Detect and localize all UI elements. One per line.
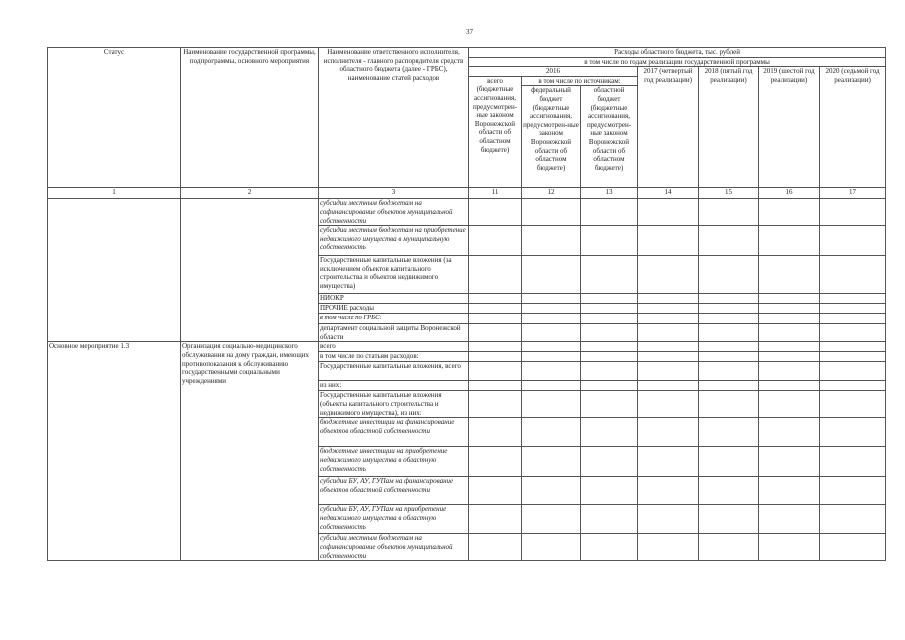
row-label: субсидии БУ, АУ, ГУПам на приобретение недвижимого имущества в областную собственность [319, 505, 469, 534]
header-2017: 2017 (четвертый год реализации) [638, 67, 699, 188]
header-by-sources: в том числе по источникам: [522, 76, 638, 86]
row-label: всего [319, 342, 469, 352]
header-year-2016: 2016 [469, 67, 638, 77]
column-number: 2 [181, 188, 319, 199]
row-label: бюджетные инвестиции на приобретение недвижимого имущества в областную собственность [319, 447, 469, 477]
row-label: субсидии местным бюджетам на софинансирование объектов муниципальной собственности [319, 199, 469, 226]
row-label: ПРОЧИЕ расходы [319, 304, 469, 314]
row-label: из них: [319, 381, 469, 391]
row-label: Государственные капитальные вложения (за исключением объектов капитального строительства и объектов недвижимого имущества) [319, 256, 469, 294]
header-federal: федеральный бюджет (бюджетные ассигнования, предусмотрен-ные законом Воронежской области об областном бюджете) [522, 86, 581, 188]
header-2019: 2019 (шестой год реализации) [759, 67, 820, 188]
row-label: департамент социальной защиты Воронежской области [319, 324, 469, 342]
main-event-status: Основное мероприятие 1.3 [48, 342, 181, 561]
header-2020: 2020 (седьмой год реализации) [820, 67, 886, 188]
page-number: 37 [466, 28, 473, 36]
column-number: 17 [820, 188, 886, 199]
budget-table [47, 47, 886, 561]
column-number: 14 [638, 188, 699, 199]
row-label: Государственные капитальные вложения (объекты капитального строительства и недвижимого имущества), из них: [319, 391, 469, 418]
column-number: 15 [699, 188, 759, 199]
column-number: 1 [48, 188, 181, 199]
status-cell-empty [48, 199, 181, 342]
row-label: в том числе по статьям расходов: [319, 352, 469, 362]
header-executor: Наименование ответственного исполнителя, исполнителя - главного распорядителя средств областного бюджета (далее - ГРБС), наименование статей расходов [319, 48, 469, 188]
header-expenses: Расходы областного бюджета, тыс. рублей [469, 48, 886, 58]
header-2018: 2018 (пятый год реализации) [699, 67, 759, 188]
row-label: субсидии БУ, АУ, ГУПам на финансирование объектов областной собственности [319, 477, 469, 505]
row-label: Государственные капитальные вложения, всего [319, 362, 469, 381]
column-number: 12 [522, 188, 581, 199]
row-label: бюджетные инвестиции на финансирование объектов областной собственности [319, 418, 469, 447]
header-program-name: Наименование государственной программы, подпрограммы, основного мероприятия [181, 48, 319, 188]
header-by-years: в том числе по годам реализации государственной программы [469, 57, 886, 67]
column-number: 3 [319, 188, 469, 199]
column-number: 16 [759, 188, 820, 199]
row-label: в том числе по ГРБС: [319, 314, 469, 324]
column-number: 13 [581, 188, 638, 199]
row-label: НИОКР [319, 294, 469, 304]
row-label: субсидии местным бюджетам на приобретение недвижимого имущества в муниципальную собственность [319, 226, 469, 256]
program-cell-empty [181, 199, 319, 342]
header-status: Статус [48, 48, 181, 188]
column-number: 11 [469, 188, 522, 199]
header-total: всего (бюджетные ассигнования, предусмотрен-ные законом Воронежской области об областном бюджете) [469, 76, 522, 188]
row-label: субсидии местным бюджетам на софинансирование объектов муниципальной собственности [319, 534, 469, 561]
main-event-name: Организация социально-медицинского обслуживания на дому граждан, имеющих противопоказания к обслуживанию государственными социальными учреждениями [181, 342, 319, 561]
header-regional: областной бюджет (бюджетные ассигнования, предусмотрен-ные законом Воронежской области об областном бюджете) [581, 86, 638, 188]
